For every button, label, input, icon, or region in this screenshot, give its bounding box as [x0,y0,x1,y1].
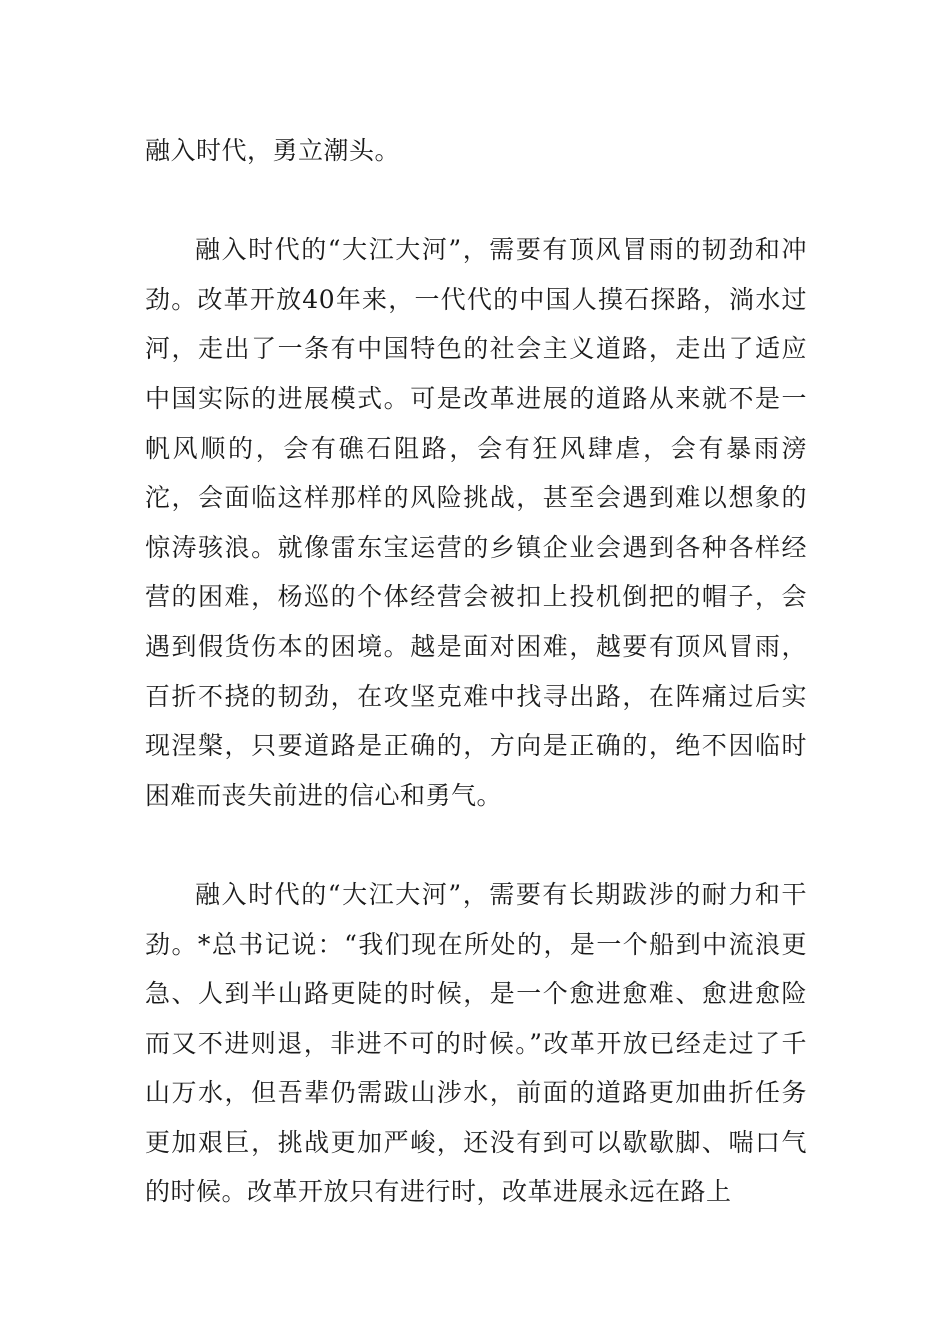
paragraph-endurance: 融入时代的“大江大河”，需要有长期跋涉的耐力和干劲。*总书记说：“我们现在所处的，是一个船到中流浪更急、人到半山路更陡的时候，是一个愈进愈难、愈进愈险而又不进则退，非进不可的时候。”改革开放已经走过了千山万水，但吾辈仍需跋山涉水，前面的道路更加曲折任务更加艰巨，挑战更加严峻，还没有到可以歇歇脚、喘口气的时候。改革开放只有进行时，改革进展永远在路上 [145,879,807,1207]
document-body [145,126,807,1217]
paragraph-closing-line: 融入时代，勇立潮头。 [145,136,401,165]
paragraph-spacer [145,820,807,870]
paragraph-spacer [145,176,807,226]
paragraph-perseverance: 融入时代的“大江大河”，需要有顶风冒雨的韧劲和冲劲。改革开放40年来，一代代的中国人摸石探路，淌水过河，走出了一条有中国特色的社会主义道路，走出了适应中国实际的进展模式。可是改革进展的道路从来就不是一帆风顺的，会有礁石阻路，会有狂风肆虐，会有暴雨滂沱，会面临这样那样的风险挑战，甚至会遇到难以想象的惊涛骇浪。就像雷东宝运营的乡镇企业会遇到各种各样经营的困难，杨巡的个体经营会被扣上投机倒把的帽子，会遇到假货伤本的困境。越是面对困难，越要有顶风冒雨，百折不挠的韧劲，在攻坚克难中找寻出路，在阵痛过后实现涅槃，只要道路是正确的，方向是正确的，绝不因临时困难而丧失前进的信心和勇气。 [145,235,807,810]
